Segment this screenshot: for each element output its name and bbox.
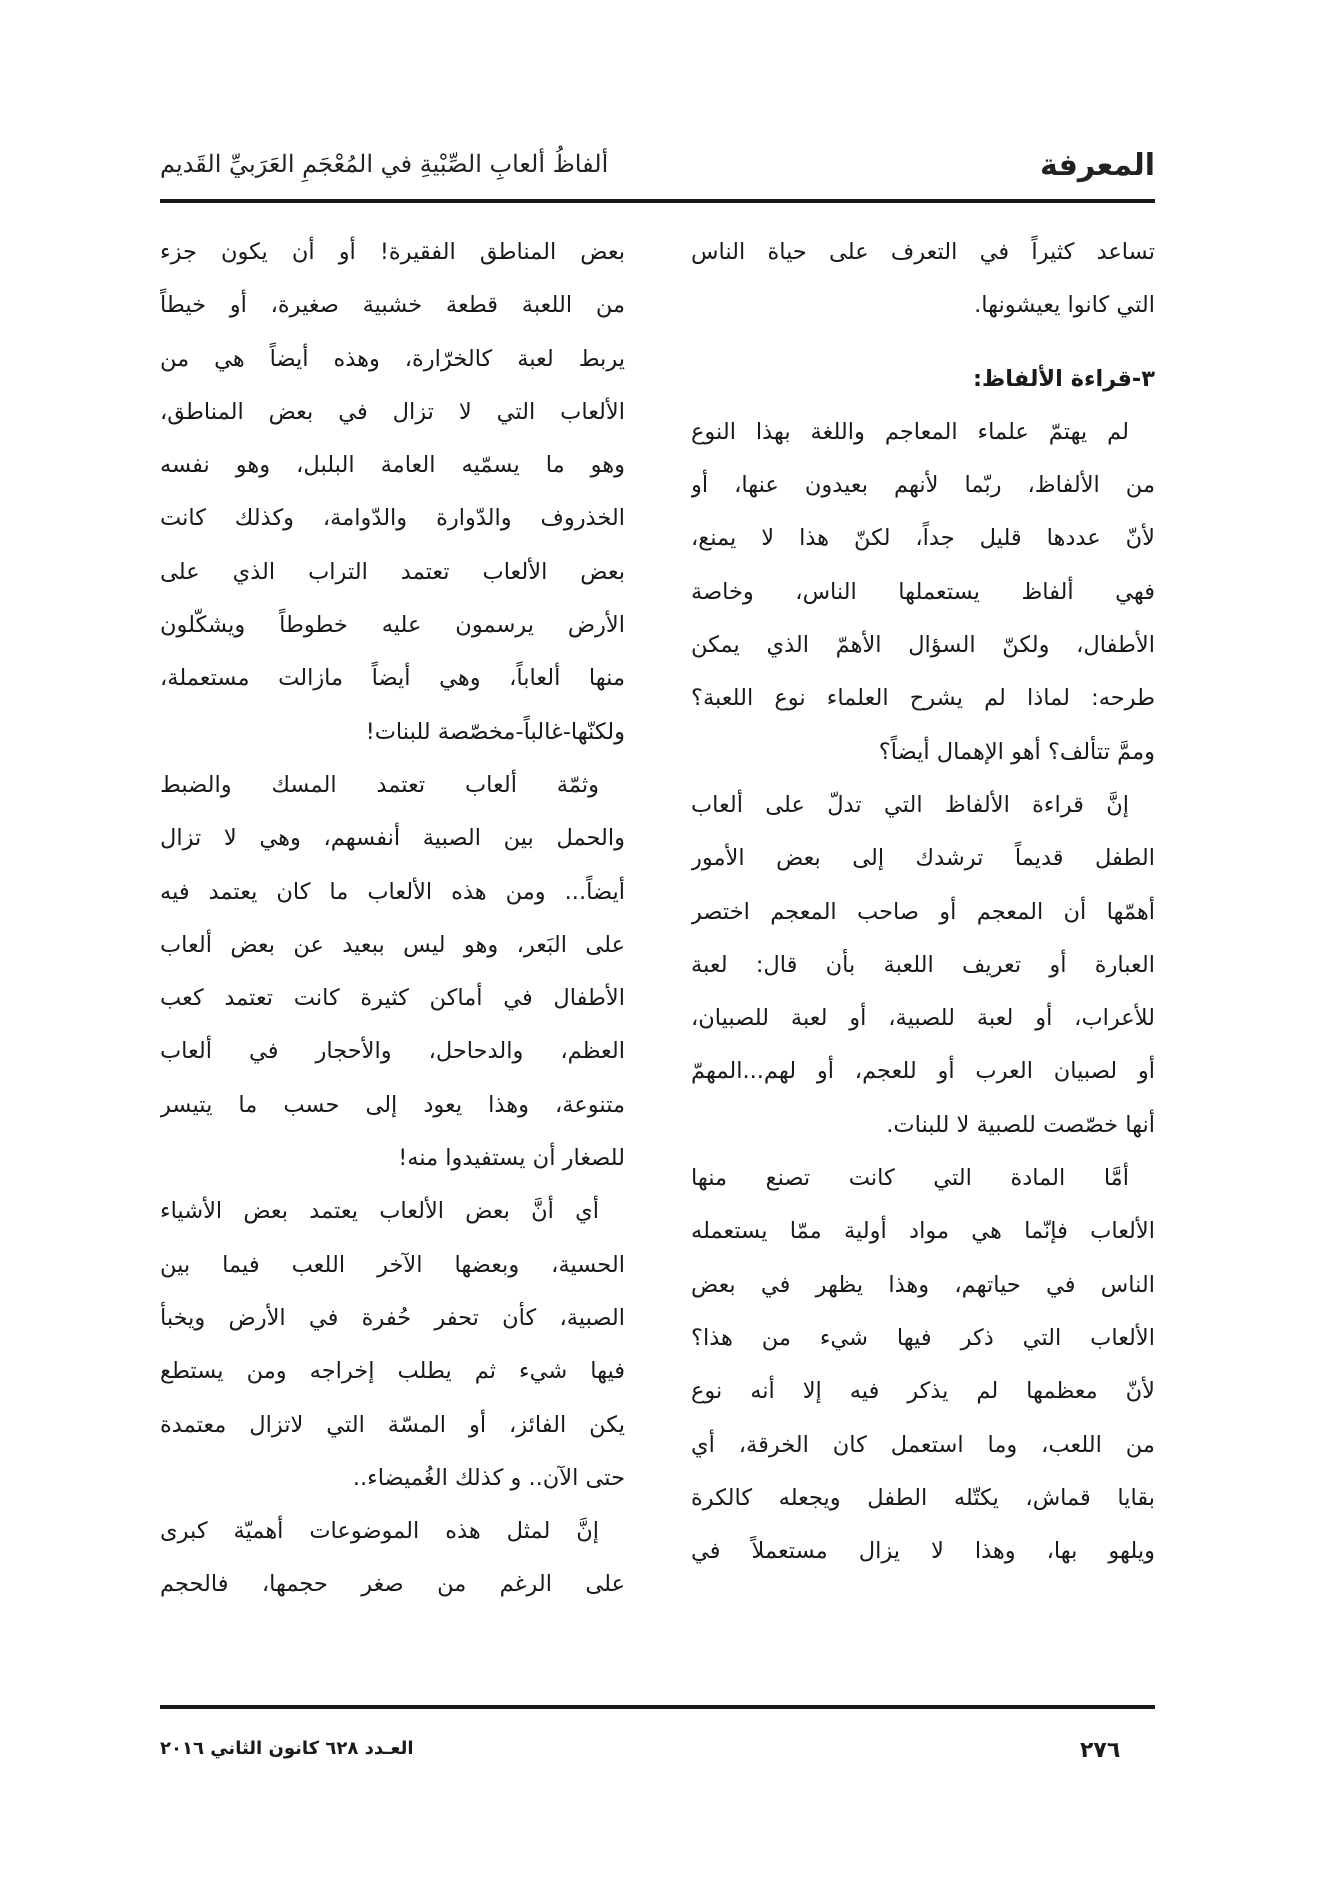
text-line: من اللعب، وما استعمل كان الخرقة، أي	[691, 1431, 1155, 1458]
text-line: بقايا قماش، يكتّله الطفل ويجعله كالكرة	[691, 1484, 1155, 1511]
text-line: الحسية، وبعضها الآخر اللعب فيما بين	[160, 1251, 625, 1278]
text-line: الأرض يرسمون عليه خطوطاً ويشكّلون	[160, 612, 625, 639]
text-line: أيضاً... ومن هذه الألعاب ما كان يعتمد فيه	[160, 878, 625, 905]
running-title: ألفاظُ ألعابِ الصِّبْيةِ في المُعْجَمِ العَرَبيِّ القَديم	[160, 150, 609, 178]
text-line: يكن الفائز، أو المسّة التي لاتزال معتمدة	[160, 1411, 625, 1438]
text-line: الخذروف والدّوارة والدّوامة، وكذلك كانت	[160, 505, 625, 532]
text-line: لأنّ عددها قليل جداً، لكنّ هذا لا يمنع،	[691, 525, 1155, 552]
text-line: والحمل بين الصبية أنفسهم، وهي لا تزال	[160, 825, 625, 852]
issue-info: العـدد ٦٢٨ كانون الثاني ٢٠١٦	[160, 1738, 414, 1759]
text-line: التي كانوا يعيشونها.	[974, 292, 1155, 319]
text-line: الناس في حياتهم، وهذا يظهر في بعض	[691, 1271, 1155, 1298]
text-line: أي أنَّ بعض الألعاب يعتمد بعض الأشياء	[160, 1198, 599, 1225]
text-line: إنَّ قراءة الألفاظ التي تدلّ على ألعاب	[691, 791, 1129, 818]
text-line: من اللعبة قطعة خشبية صغيرة، أو خيطاً	[160, 292, 625, 319]
text-line: وهو ما يسمّيه العامة البلبل، وهو نفسه	[160, 452, 625, 479]
text-line: لم يهتمّ علماء المعاجم واللغة بهذا النوع	[691, 418, 1129, 445]
text-line: على البَعر، وهو ليس ببعيد عن بعض ألعاب	[160, 931, 625, 958]
text-line: بعض المناطق الفقيرة! أو أن يكون جزء	[160, 239, 625, 265]
text-line: الألعاب فإنّما هي مواد أولية ممّا يستعمله	[691, 1218, 1155, 1245]
text-line: وممَّ تتألف؟ أهو الإهمال أيضاً؟	[878, 738, 1155, 765]
header-rule	[160, 199, 1155, 203]
text-line: العظم، والدحاحل، والأحجار في ألعاب	[160, 1038, 625, 1065]
footer-rule	[160, 1705, 1155, 1709]
text-line: على الرغم من صغر حجمها، فالحجم	[160, 1571, 625, 1598]
magazine-logo: المعرفة	[1040, 148, 1156, 183]
text-line: فهي ألفاظ يستعملها الناس، وخاصة	[691, 578, 1155, 605]
text-line: لأنّ معظمها لم يذكر فيه إلا أنه نوع	[691, 1378, 1155, 1405]
spacer	[691, 333, 1155, 353]
text-line: الألعاب التي ذكر فيها شيء من هذا؟	[691, 1324, 1155, 1351]
section-heading: ٣-قراءة الألفاظ:	[972, 365, 1155, 392]
text-line: العبارة أو تعريف اللعبة بأن قال: لعبة	[691, 951, 1155, 978]
text-line: الأطفال، ولكنّ السؤال الأهمّ الذي يمكن	[691, 632, 1155, 659]
text-line: الألعاب التي لا تزال في بعض المناطق،	[160, 398, 625, 425]
text-line: من الألفاظ، ربّما لأنهم بعيدون عنها، أو	[691, 472, 1155, 499]
page-number: ٢٧٦	[1080, 1738, 1121, 1763]
text-line: أنها خصّصت للصبية لا للبنات.	[886, 1111, 1155, 1138]
text-line: الأطفال في أماكن كثيرة كانت تعتمد كعب	[160, 985, 625, 1012]
text-line: أمَّا المادة التي كانت تصنع منها	[691, 1165, 1129, 1192]
text-line: بعض الألعاب تعتمد التراب الذي على	[160, 558, 625, 585]
text-line: طرحه: لماذا لم يشرح العلماء نوع اللعبة؟	[691, 685, 1155, 712]
text-line: الصبية، كأن تحفر حُفرة في الأرض ويخبأ	[160, 1304, 625, 1331]
text-line: إنَّ لمثل هذه الموضوعات أهميّة كبرى	[160, 1518, 599, 1545]
text-line: وثمّة ألعاب تعتمد المسك والضبط	[160, 771, 599, 798]
text-line: ولكنّها-غالباً-مخصّصة للبنات!	[365, 718, 625, 745]
right-column	[691, 226, 1155, 1578]
text-line: حتى الآن.. و كذلك الغُميضاء..	[352, 1464, 625, 1491]
text-line: للصغار أن يستفيدوا منه!	[398, 1145, 625, 1172]
text-line: يربط لعبة كالخرّارة، وهذه أيضاً هي من	[160, 345, 625, 372]
text-line: الطفل قديماً ترشدك إلى بعض الأمور	[691, 845, 1155, 872]
text-line: ويلهو بها، وهذا لا يزال مستعملاً في	[691, 1538, 1155, 1565]
text-line: للأعراب، أو لعبة للصبية، أو لعبة للصبيان،	[691, 1005, 1155, 1032]
text-line: منها ألعاباً، وهي أيضاً مازالت مستعملة،	[160, 665, 625, 692]
left-column	[160, 226, 625, 1612]
text-line: متنوعة، وهذا يعود إلى حسب ما يتيسر	[160, 1091, 625, 1118]
text-line: أهمّها أن المعجم أو صاحب المعجم اختصر	[691, 898, 1155, 925]
text-line: أو لصبيان العرب أو للعجم، أو لهم...المهمّ	[691, 1058, 1155, 1085]
text-line: تساعد كثيراً في التعرف على حياة الناس	[691, 239, 1155, 265]
text-line: فيها شيء ثم يطلب إخراجه ومن يستطع	[160, 1358, 625, 1385]
